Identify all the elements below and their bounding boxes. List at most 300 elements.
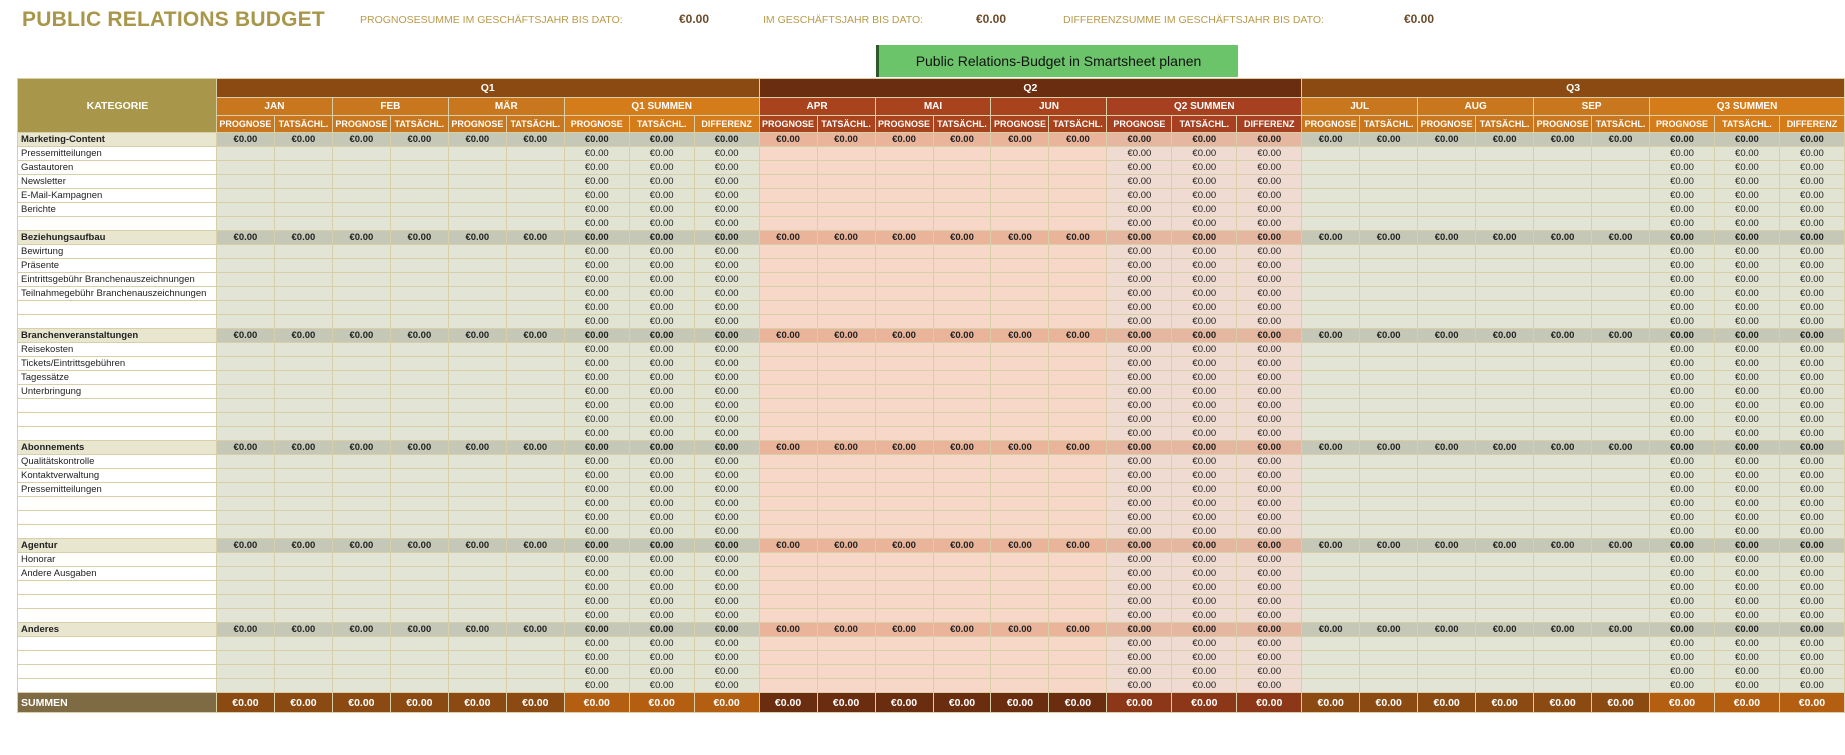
section-total-cell[interactable]: €0.00 [817,539,875,553]
month-input-cell[interactable] [390,161,448,175]
section-total-cell[interactable]: €0.00 [448,441,506,455]
month-input-cell[interactable] [933,245,991,259]
category-row-label[interactable]: Pressemitteilungen [18,147,217,161]
quarter-sum-cell[interactable]: €0.00 [694,217,759,231]
section-total-cell[interactable]: €0.00 [1237,231,1302,245]
section-total-cell[interactable]: €0.00 [1418,623,1476,637]
month-input-cell[interactable] [1592,301,1650,315]
month-input-cell[interactable] [1418,595,1476,609]
month-input-cell[interactable] [1534,175,1592,189]
month-input-cell[interactable] [1360,343,1418,357]
month-input-cell[interactable] [817,399,875,413]
month-input-cell[interactable] [875,161,933,175]
section-total-cell[interactable]: €0.00 [1476,539,1534,553]
section-total-cell[interactable]: €0.00 [1172,441,1237,455]
quarter-sum-cell[interactable]: €0.00 [564,203,629,217]
quarter-sum-cell[interactable]: €0.00 [1714,413,1779,427]
section-total-cell[interactable]: €0.00 [875,441,933,455]
month-input-cell[interactable] [448,245,506,259]
section-total-cell[interactable]: €0.00 [1714,231,1779,245]
quarter-sum-cell[interactable]: €0.00 [1714,273,1779,287]
month-input-cell[interactable] [1476,371,1534,385]
month-input-cell[interactable] [875,679,933,693]
month-input-cell[interactable] [274,175,332,189]
month-input-cell[interactable] [1476,245,1534,259]
month-input-cell[interactable] [274,567,332,581]
month-input-cell[interactable] [1476,511,1534,525]
quarter-sum-cell[interactable]: €0.00 [1107,483,1172,497]
month-input-cell[interactable] [216,385,274,399]
month-input-cell[interactable] [933,315,991,329]
month-input-cell[interactable] [1476,525,1534,539]
month-input-cell[interactable] [506,525,564,539]
quarter-sum-cell[interactable]: €0.00 [1650,525,1715,539]
month-input-cell[interactable] [390,497,448,511]
section-total-cell[interactable]: €0.00 [1650,133,1715,147]
quarter-sum-cell[interactable]: €0.00 [1650,595,1715,609]
section-total-cell[interactable]: €0.00 [933,133,991,147]
month-input-cell[interactable] [991,637,1049,651]
month-input-cell[interactable] [1592,595,1650,609]
category-row-label[interactable] [18,511,217,525]
section-total-cell[interactable]: €0.00 [875,539,933,553]
month-input-cell[interactable] [390,399,448,413]
month-input-cell[interactable] [448,651,506,665]
month-input-cell[interactable] [448,399,506,413]
month-input-cell[interactable] [1049,679,1107,693]
month-input-cell[interactable] [506,455,564,469]
month-input-cell[interactable] [817,679,875,693]
quarter-sum-cell[interactable]: €0.00 [1650,287,1715,301]
smartsheet-plan-button[interactable]: Public Relations-Budget in Smartsheet planen [876,45,1238,77]
quarter-sum-cell[interactable]: €0.00 [1237,469,1302,483]
month-input-cell[interactable] [216,595,274,609]
month-input-cell[interactable] [1476,315,1534,329]
month-input-cell[interactable] [1418,175,1476,189]
quarter-sum-cell[interactable]: €0.00 [1172,679,1237,693]
section-total-cell[interactable]: €0.00 [1476,329,1534,343]
quarter-sum-cell[interactable]: €0.00 [629,343,694,357]
quarter-sum-cell[interactable]: €0.00 [564,595,629,609]
quarter-sum-cell[interactable]: €0.00 [1172,511,1237,525]
month-input-cell[interactable] [991,511,1049,525]
section-total-cell[interactable]: €0.00 [817,329,875,343]
month-input-cell[interactable] [817,301,875,315]
month-input-cell[interactable] [506,511,564,525]
quarter-sum-cell[interactable]: €0.00 [629,525,694,539]
month-input-cell[interactable] [390,595,448,609]
quarter-sum-cell[interactable]: €0.00 [1714,147,1779,161]
section-total-cell[interactable]: €0.00 [1107,539,1172,553]
month-input-cell[interactable] [1302,147,1360,161]
quarter-sum-cell[interactable]: €0.00 [1779,287,1844,301]
month-input-cell[interactable] [1592,357,1650,371]
quarter-sum-cell[interactable]: €0.00 [1107,259,1172,273]
month-input-cell[interactable] [875,357,933,371]
month-input-cell[interactable] [1534,301,1592,315]
quarter-sum-cell[interactable]: €0.00 [1107,371,1172,385]
quarter-sum-cell[interactable]: €0.00 [1779,315,1844,329]
month-input-cell[interactable] [875,245,933,259]
month-input-cell[interactable] [448,609,506,623]
section-total-cell[interactable]: €0.00 [933,539,991,553]
section-total-cell[interactable]: €0.00 [332,133,390,147]
month-input-cell[interactable] [933,399,991,413]
month-input-cell[interactable] [390,385,448,399]
month-input-cell[interactable] [1592,553,1650,567]
month-input-cell[interactable] [216,147,274,161]
quarter-sum-cell[interactable]: €0.00 [1714,357,1779,371]
quarter-sum-cell[interactable]: €0.00 [1172,357,1237,371]
quarter-sum-cell[interactable]: €0.00 [1107,147,1172,161]
category-row-label[interactable] [18,217,217,231]
month-input-cell[interactable] [1302,343,1360,357]
quarter-sum-cell[interactable]: €0.00 [1714,217,1779,231]
month-input-cell[interactable] [1049,371,1107,385]
quarter-sum-cell[interactable]: €0.00 [1237,455,1302,469]
month-input-cell[interactable] [759,217,817,231]
month-input-cell[interactable] [1418,245,1476,259]
quarter-sum-cell[interactable]: €0.00 [1172,497,1237,511]
month-input-cell[interactable] [216,511,274,525]
month-input-cell[interactable] [759,595,817,609]
month-input-cell[interactable] [1534,511,1592,525]
quarter-sum-cell[interactable]: €0.00 [1779,147,1844,161]
quarter-sum-cell[interactable]: €0.00 [629,511,694,525]
month-input-cell[interactable] [216,413,274,427]
month-input-cell[interactable] [1534,315,1592,329]
quarter-sum-cell[interactable]: €0.00 [1714,553,1779,567]
month-input-cell[interactable] [1476,469,1534,483]
month-input-cell[interactable] [216,399,274,413]
month-input-cell[interactable] [1592,483,1650,497]
section-total-cell[interactable]: €0.00 [629,623,694,637]
quarter-sum-cell[interactable]: €0.00 [629,427,694,441]
month-input-cell[interactable] [448,567,506,581]
quarter-sum-cell[interactable]: €0.00 [564,679,629,693]
quarter-sum-cell[interactable]: €0.00 [694,203,759,217]
month-input-cell[interactable] [875,217,933,231]
section-total-cell[interactable]: €0.00 [1779,623,1844,637]
month-input-cell[interactable] [1534,525,1592,539]
quarter-sum-cell[interactable]: €0.00 [1779,679,1844,693]
month-input-cell[interactable] [1476,595,1534,609]
section-total-cell[interactable]: €0.00 [1360,133,1418,147]
section-total-cell[interactable]: €0.00 [390,623,448,637]
month-input-cell[interactable] [1418,301,1476,315]
section-total-cell[interactable]: €0.00 [629,441,694,455]
month-input-cell[interactable] [759,189,817,203]
month-input-cell[interactable] [274,665,332,679]
quarter-sum-cell[interactable]: €0.00 [1237,259,1302,273]
month-input-cell[interactable] [1534,259,1592,273]
month-input-cell[interactable] [817,525,875,539]
month-input-cell[interactable] [1476,399,1534,413]
month-input-cell[interactable] [1476,273,1534,287]
month-input-cell[interactable] [1534,665,1592,679]
month-input-cell[interactable] [1418,147,1476,161]
month-input-cell[interactable] [759,553,817,567]
quarter-sum-cell[interactable]: €0.00 [1172,637,1237,651]
month-input-cell[interactable] [1360,609,1418,623]
section-total-cell[interactable]: €0.00 [1360,441,1418,455]
month-input-cell[interactable] [1592,651,1650,665]
month-input-cell[interactable] [216,189,274,203]
month-input-cell[interactable] [1534,399,1592,413]
month-input-cell[interactable] [216,651,274,665]
month-input-cell[interactable] [506,203,564,217]
month-input-cell[interactable] [274,371,332,385]
quarter-sum-cell[interactable]: €0.00 [694,371,759,385]
month-input-cell[interactable] [1476,609,1534,623]
section-total-cell[interactable]: €0.00 [1302,623,1360,637]
month-input-cell[interactable] [991,595,1049,609]
month-input-cell[interactable] [1302,651,1360,665]
month-input-cell[interactable] [817,259,875,273]
section-total-cell[interactable]: €0.00 [933,329,991,343]
category-row-label[interactable]: Newsletter [18,175,217,189]
month-input-cell[interactable] [1476,357,1534,371]
month-input-cell[interactable] [933,679,991,693]
section-total-cell[interactable]: €0.00 [817,441,875,455]
month-input-cell[interactable] [1360,665,1418,679]
quarter-sum-cell[interactable]: €0.00 [1714,497,1779,511]
quarter-sum-cell[interactable]: €0.00 [1237,287,1302,301]
quarter-sum-cell[interactable]: €0.00 [1714,665,1779,679]
month-input-cell[interactable] [1418,511,1476,525]
section-total-cell[interactable]: €0.00 [216,539,274,553]
month-input-cell[interactable] [332,203,390,217]
quarter-sum-cell[interactable]: €0.00 [1107,665,1172,679]
quarter-sum-cell[interactable]: €0.00 [1107,315,1172,329]
quarter-sum-cell[interactable]: €0.00 [1650,161,1715,175]
month-input-cell[interactable] [448,413,506,427]
section-total-cell[interactable]: €0.00 [216,231,274,245]
quarter-sum-cell[interactable]: €0.00 [564,147,629,161]
month-input-cell[interactable] [216,553,274,567]
quarter-sum-cell[interactable]: €0.00 [564,371,629,385]
quarter-sum-cell[interactable]: €0.00 [1650,679,1715,693]
month-input-cell[interactable] [1592,567,1650,581]
month-input-cell[interactable] [216,469,274,483]
quarter-sum-cell[interactable]: €0.00 [1714,455,1779,469]
month-input-cell[interactable] [332,287,390,301]
month-input-cell[interactable] [448,273,506,287]
month-input-cell[interactable] [759,679,817,693]
quarter-sum-cell[interactable]: €0.00 [564,609,629,623]
quarter-sum-cell[interactable]: €0.00 [694,665,759,679]
month-input-cell[interactable] [1418,203,1476,217]
category-row-label[interactable] [18,525,217,539]
month-input-cell[interactable] [1049,553,1107,567]
section-total-cell[interactable]: €0.00 [991,133,1049,147]
category-row-label[interactable]: Bewirtung [18,245,217,259]
month-input-cell[interactable] [1360,273,1418,287]
section-total-cell[interactable]: €0.00 [216,623,274,637]
quarter-sum-cell[interactable]: €0.00 [1779,595,1844,609]
quarter-sum-cell[interactable]: €0.00 [564,483,629,497]
section-total-cell[interactable]: €0.00 [274,623,332,637]
month-input-cell[interactable] [274,385,332,399]
month-input-cell[interactable] [1534,595,1592,609]
month-input-cell[interactable] [1049,385,1107,399]
month-input-cell[interactable] [1049,637,1107,651]
month-input-cell[interactable] [933,371,991,385]
month-input-cell[interactable] [875,147,933,161]
month-input-cell[interactable] [390,147,448,161]
quarter-sum-cell[interactable]: €0.00 [1650,455,1715,469]
month-input-cell[interactable] [332,399,390,413]
section-total-cell[interactable]: €0.00 [216,133,274,147]
quarter-sum-cell[interactable]: €0.00 [1779,455,1844,469]
month-input-cell[interactable] [332,259,390,273]
category-row-label[interactable]: Teilnahmegebühr Branchenauszeichnungen [18,287,217,301]
month-input-cell[interactable] [1418,525,1476,539]
quarter-sum-cell[interactable]: €0.00 [694,651,759,665]
section-total-cell[interactable]: €0.00 [875,329,933,343]
month-input-cell[interactable] [274,357,332,371]
quarter-sum-cell[interactable]: €0.00 [1107,455,1172,469]
month-input-cell[interactable] [274,679,332,693]
month-input-cell[interactable] [390,273,448,287]
month-input-cell[interactable] [933,427,991,441]
section-total-cell[interactable]: €0.00 [875,231,933,245]
quarter-sum-cell[interactable]: €0.00 [564,469,629,483]
month-input-cell[interactable] [1360,175,1418,189]
month-input-cell[interactable] [875,371,933,385]
month-input-cell[interactable] [1418,189,1476,203]
section-total-cell[interactable]: €0.00 [991,231,1049,245]
month-input-cell[interactable] [1592,679,1650,693]
quarter-sum-cell[interactable]: €0.00 [694,511,759,525]
section-total-cell[interactable]: €0.00 [448,623,506,637]
month-input-cell[interactable] [1360,413,1418,427]
month-input-cell[interactable] [506,483,564,497]
quarter-sum-cell[interactable]: €0.00 [629,301,694,315]
month-input-cell[interactable] [1592,511,1650,525]
month-input-cell[interactable] [1360,357,1418,371]
quarter-sum-cell[interactable]: €0.00 [629,357,694,371]
month-input-cell[interactable] [1534,357,1592,371]
section-total-cell[interactable]: €0.00 [506,231,564,245]
quarter-sum-cell[interactable]: €0.00 [1714,371,1779,385]
month-input-cell[interactable] [216,483,274,497]
month-input-cell[interactable] [1360,161,1418,175]
month-input-cell[interactable] [1418,455,1476,469]
section-total-cell[interactable]: €0.00 [1779,329,1844,343]
quarter-sum-cell[interactable]: €0.00 [694,161,759,175]
section-total-cell[interactable]: €0.00 [1650,539,1715,553]
month-input-cell[interactable] [1418,217,1476,231]
quarter-sum-cell[interactable]: €0.00 [1779,525,1844,539]
month-input-cell[interactable] [1049,175,1107,189]
month-input-cell[interactable] [759,301,817,315]
month-input-cell[interactable] [817,511,875,525]
month-input-cell[interactable] [1592,525,1650,539]
section-total-cell[interactable]: €0.00 [759,329,817,343]
month-input-cell[interactable] [216,581,274,595]
quarter-sum-cell[interactable]: €0.00 [629,581,694,595]
month-input-cell[interactable] [1049,273,1107,287]
quarter-sum-cell[interactable]: €0.00 [1714,259,1779,273]
quarter-sum-cell[interactable]: €0.00 [1714,315,1779,329]
month-input-cell[interactable] [933,553,991,567]
month-input-cell[interactable] [1418,287,1476,301]
month-input-cell[interactable] [817,483,875,497]
month-input-cell[interactable] [1418,371,1476,385]
month-input-cell[interactable] [216,497,274,511]
section-total-cell[interactable]: €0.00 [1172,133,1237,147]
quarter-sum-cell[interactable]: €0.00 [1237,161,1302,175]
section-total-cell[interactable]: €0.00 [1237,133,1302,147]
quarter-sum-cell[interactable]: €0.00 [694,469,759,483]
month-input-cell[interactable] [875,301,933,315]
quarter-sum-cell[interactable]: €0.00 [1172,161,1237,175]
quarter-sum-cell[interactable]: €0.00 [1237,665,1302,679]
category-row-label[interactable]: Pressemitteilungen [18,483,217,497]
category-row-label[interactable]: E-Mail-Kampagnen [18,189,217,203]
month-input-cell[interactable] [817,315,875,329]
month-input-cell[interactable] [332,483,390,497]
quarter-sum-cell[interactable]: €0.00 [1650,553,1715,567]
month-input-cell[interactable] [1049,469,1107,483]
quarter-sum-cell[interactable]: €0.00 [694,525,759,539]
month-input-cell[interactable] [1360,567,1418,581]
month-input-cell[interactable] [875,497,933,511]
section-total-cell[interactable]: €0.00 [1360,329,1418,343]
quarter-sum-cell[interactable]: €0.00 [1172,595,1237,609]
quarter-sum-cell[interactable]: €0.00 [694,147,759,161]
quarter-sum-cell[interactable]: €0.00 [1107,511,1172,525]
quarter-sum-cell[interactable]: €0.00 [1779,483,1844,497]
quarter-sum-cell[interactable]: €0.00 [629,413,694,427]
section-total-cell[interactable]: €0.00 [1107,133,1172,147]
month-input-cell[interactable] [1592,175,1650,189]
month-input-cell[interactable] [817,343,875,357]
month-input-cell[interactable] [216,371,274,385]
month-input-cell[interactable] [216,609,274,623]
month-input-cell[interactable] [1360,315,1418,329]
month-input-cell[interactable] [1302,175,1360,189]
quarter-sum-cell[interactable]: €0.00 [1779,217,1844,231]
month-input-cell[interactable] [332,525,390,539]
month-input-cell[interactable] [1592,161,1650,175]
month-input-cell[interactable] [1360,511,1418,525]
month-input-cell[interactable] [817,665,875,679]
month-input-cell[interactable] [991,343,1049,357]
quarter-sum-cell[interactable]: €0.00 [1779,343,1844,357]
month-input-cell[interactable] [1360,245,1418,259]
section-total-cell[interactable]: €0.00 [1049,623,1107,637]
quarter-sum-cell[interactable]: €0.00 [1714,385,1779,399]
month-input-cell[interactable] [1360,259,1418,273]
section-total-cell[interactable]: €0.00 [216,441,274,455]
month-input-cell[interactable] [1418,273,1476,287]
quarter-sum-cell[interactable]: €0.00 [1107,413,1172,427]
quarter-sum-cell[interactable]: €0.00 [629,679,694,693]
month-input-cell[interactable] [332,567,390,581]
quarter-sum-cell[interactable]: €0.00 [1779,175,1844,189]
section-total-cell[interactable]: €0.00 [1592,441,1650,455]
month-input-cell[interactable] [817,287,875,301]
month-input-cell[interactable] [448,385,506,399]
quarter-sum-cell[interactable]: €0.00 [1779,497,1844,511]
quarter-sum-cell[interactable]: €0.00 [1779,203,1844,217]
quarter-sum-cell[interactable]: €0.00 [564,161,629,175]
month-input-cell[interactable] [759,651,817,665]
month-input-cell[interactable] [1476,483,1534,497]
month-input-cell[interactable] [1476,175,1534,189]
